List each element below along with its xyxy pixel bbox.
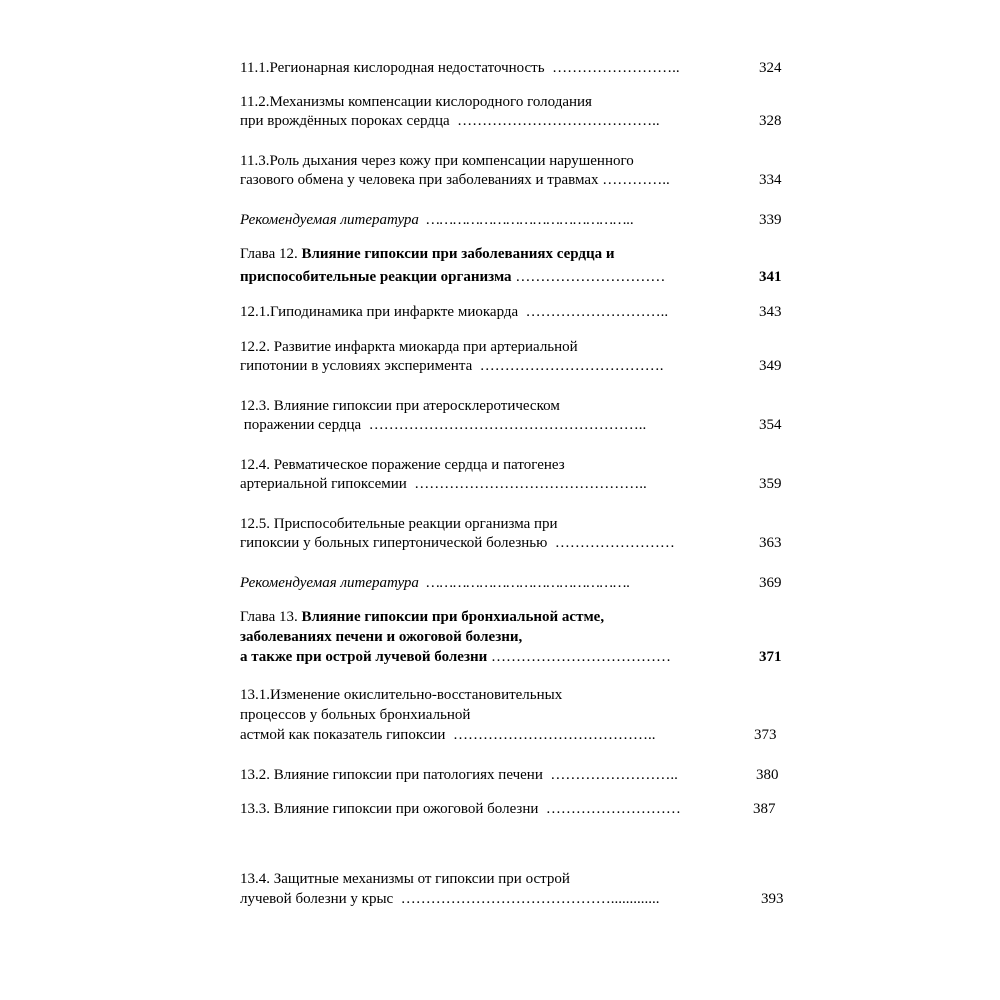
toc-entry-12-4-page: 359 — [759, 476, 782, 492]
toc-entry-13-4-page: 393 — [761, 891, 784, 907]
toc-entry-12-5-page: 363 — [759, 535, 782, 551]
toc-chapter-13-heading-line1 — [240, 608, 604, 627]
toc-chapter-12-heading-line1 — [240, 245, 615, 264]
toc-entry-12-3-page: 354 — [759, 417, 782, 433]
toc-chapter-13-heading-line3 — [240, 648, 671, 667]
toc-entry-13-1-title-line1: 13.1.Изменение окислительно-восстановительных — [240, 687, 563, 703]
toc-recommended-literature-2: Рекомендуемая литература ………………………………………. — [240, 575, 631, 591]
chapter-13-title-part3: а также при острой лучевой болезни — [240, 649, 488, 665]
toc-entry-11-2-title-line1: 11.2.Механизмы компенсации кислородного голодания — [240, 94, 592, 110]
toc-entry-13-3-page: 387 — [753, 801, 776, 817]
toc-chapter-12-page: 341 — [759, 269, 782, 285]
toc-entry-13-4-title-line2: лучевой болезни у крыс ……………………………………............. — [240, 891, 660, 907]
toc-entry-13-3-title: 13.3. Влияние гипоксии при ожоговой болезни ……………………… — [240, 801, 681, 817]
toc-entry-11-2-title-line2: при врождённых пороках сердца ………………………………….. — [240, 113, 660, 129]
chapter-12-title-part1: Влияние гипоксии при заболеваниях сердца и — [301, 246, 615, 262]
toc-entry-12-3-title-line2: поражении сердца ……………………………………………….. — [240, 417, 647, 433]
toc-entry-12-2-title-line2: гипотонии в условиях эксперимента ………………………………. — [240, 358, 664, 374]
toc-entry-11-2-page: 328 — [759, 113, 782, 129]
toc-entry-12-5-title-line2: гипоксии у больных гипертонической болезнью …………………… — [240, 535, 675, 551]
toc-entry-12-2-page: 349 — [759, 358, 782, 374]
toc-entry-12-3-title-line1: 12.3. Влияние гипоксии при атеросклеротическом — [240, 398, 560, 414]
toc-entry-13-1-title-line2: процессов у больных бронхиальной — [240, 707, 471, 723]
toc-recommended-literature-2-page: 369 — [759, 575, 782, 591]
toc-entry-13-1-title-line3: астмой как показатель гипоксии ………………………………….. — [240, 727, 656, 743]
toc-entry-13-4-title-line1: 13.4. Защитные механизмы от гипоксии при острой — [240, 871, 570, 887]
toc-chapter-13-page: 371 — [759, 649, 782, 665]
chapter-13-leader-dots: ……………………………… — [487, 649, 672, 665]
toc-entry-11-3-title-line1: 11.3.Роль дыхания через кожу при компенсации нарушенного — [240, 153, 634, 169]
toc-entry-12-4-title-line1: 12.4. Ревматическое поражение сердца и патогенез — [240, 457, 565, 473]
toc-entry-11-3-page: 334 — [759, 172, 782, 188]
toc-entry-12-4-title-line2: артериальной гипоксемии ……………………………………….. — [240, 476, 647, 492]
toc-entry-12-2-title-line1: 12.2. Развитие инфаркта миокарда при артериальной — [240, 339, 578, 355]
toc-entry-12-1-page: 343 — [759, 304, 782, 320]
toc-entry-12-1-title: 12.1.Гиподинамика при инфаркте миокарда ……………………….. — [240, 304, 669, 320]
toc-recommended-literature-1: Рекомендуемая литература ……………………………………….. — [240, 212, 634, 228]
toc-entry-13-2-page: 380 — [756, 767, 779, 783]
toc-chapter-13-heading-line2: заболеваниях печени и ожоговой болезни, — [240, 629, 523, 645]
toc-entry-11-3-title-line2: газового обмена у человека при заболеваниях и травмах ………….. — [240, 172, 670, 188]
toc-entry-13-1-page: 373 — [754, 727, 777, 743]
chapter-13-title-part1: Влияние гипоксии при бронхиальной астме, — [301, 609, 605, 625]
toc-entry-13-2-title: 13.2. Влияние гипоксии при патологиях печени …………………….. — [240, 767, 678, 783]
toc-entry-11-1-page: 324 — [759, 60, 782, 76]
chapter-13-prefix: Глава 13. — [240, 609, 302, 625]
chapter-12-title-part2: приспособительные реакции организма — [240, 269, 512, 285]
toc-entry-12-5-title-line1: 12.5. Приспособительные реакции организма при — [240, 516, 558, 532]
chapter-12-leader-dots: ………………………… — [511, 269, 666, 285]
toc-entry-11-1-title: 11.1.Регионарная кислородная недостаточность …………………….. — [240, 60, 680, 76]
chapter-12-prefix: Глава 12. — [240, 246, 302, 262]
toc-recommended-literature-1-page: 339 — [759, 212, 782, 228]
toc-chapter-12-heading-line2 — [240, 268, 665, 287]
